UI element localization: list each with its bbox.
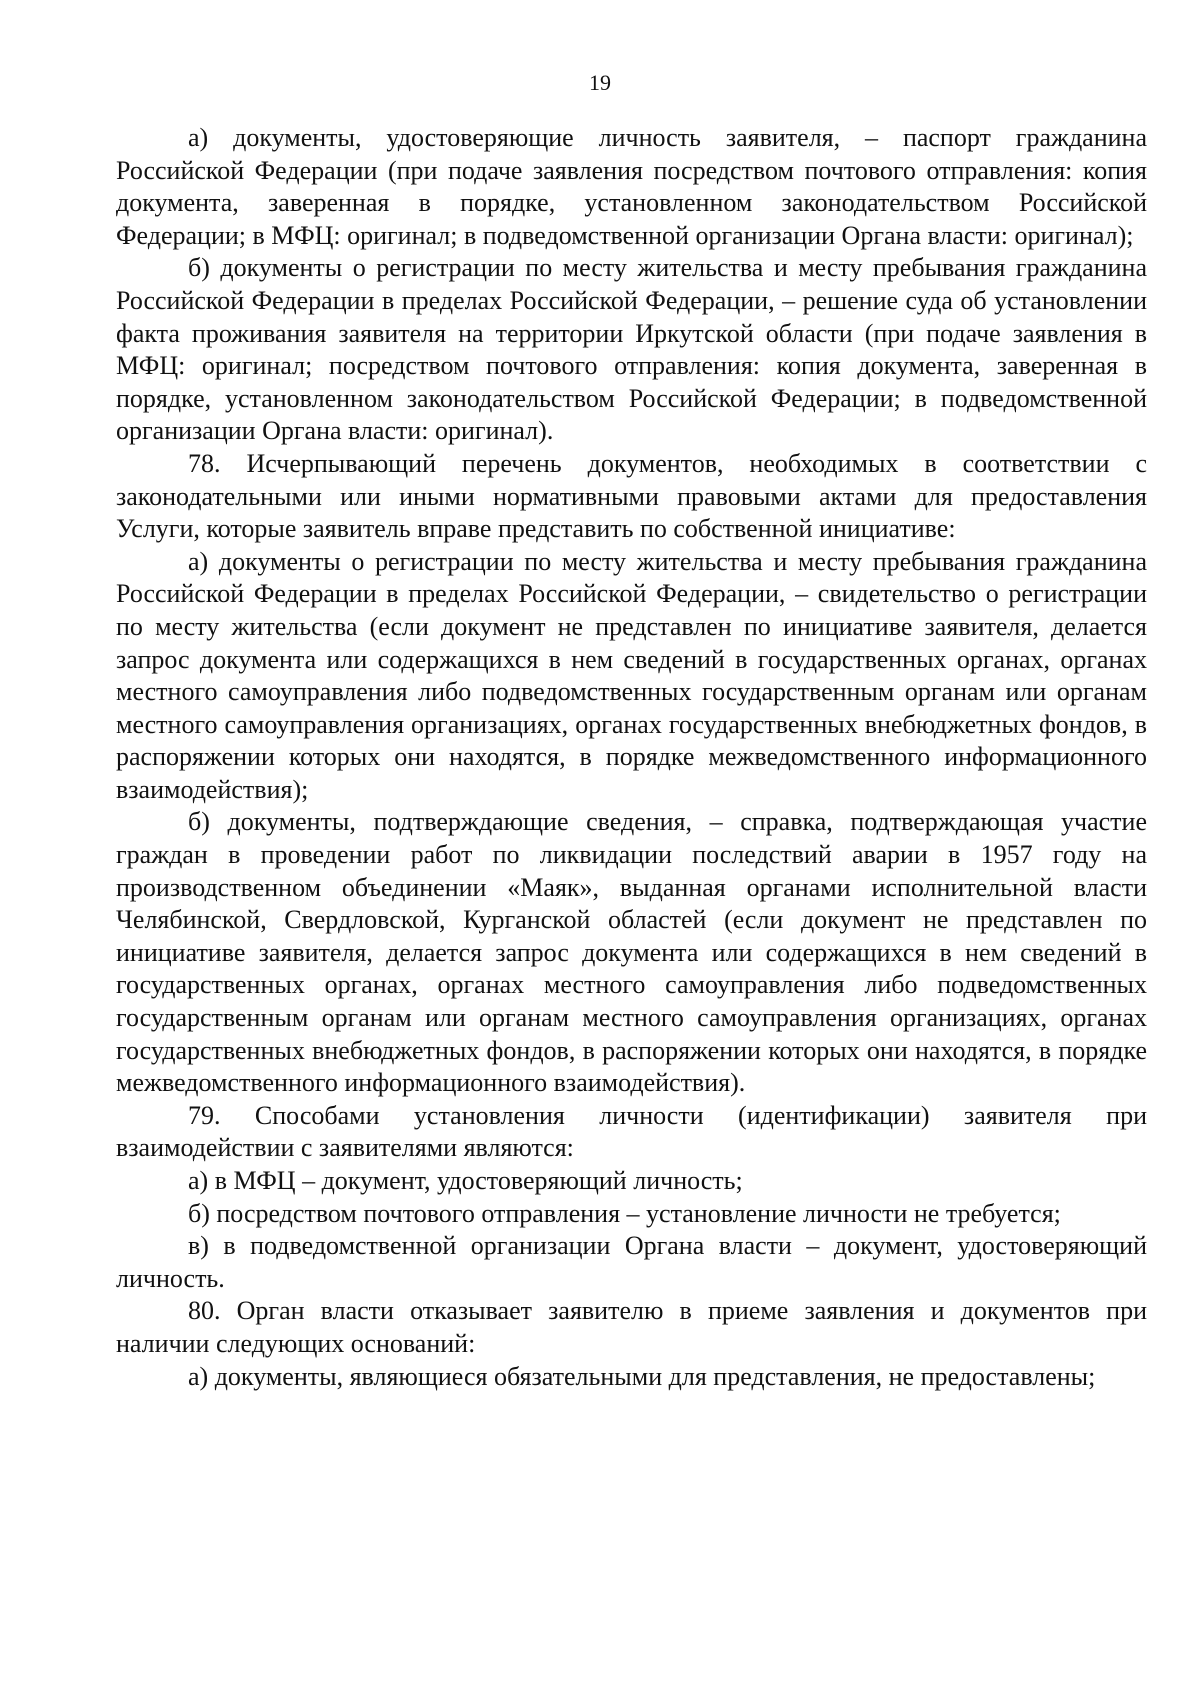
paragraph-registration-documents: б) документы о регистрации по месту жительства и месту пребывания гражданина Российской Федерации в пределах Российской Федерации, – решение суда об установлении факта проживания заявителя на территории Иркутской области (при подаче заявления в МФЦ: оригинал; посредством почтового отправления: копия документа, заверенная в порядке, установленном законодательством Российской Федерации; в подведомственной организации Органа власти: оригинал). [116,253,1147,446]
paragraph-item-80: 80. Орган власти отказывает заявителю в приеме заявления и документов при наличии следующих оснований: [116,1296,1147,1358]
paragraph-80-a: а) документы, являющиеся обязательными для представления, не предоставлены; [188,1361,1096,1391]
paragraph-79-a: а) в МФЦ – документ, удостоверяющий личность; [188,1166,743,1195]
paragraph-identity-documents: а) документы, удостоверяющие личность заявителя, – паспорт гражданина Российской Федерации (при подаче заявления посредством почтового отправления: копия документа, заверенная в порядке, установленном законодательством Российской Федерации; в МФЦ: оригинал; в подведомственной организации Органа власти: оригинал); [116,123,1147,250]
paragraph-79-c: в) в подведомственной организации Органа власти – документ, удостоверяющий личность. [116,1231,1147,1293]
page-number: 19 [589,70,611,95]
paragraph-item-78: 78. Исчерпывающий перечень документов, необходимых в соответствии с законодательными или иными нормативными правовыми актами для предоставления Услуги, которые заявитель вправе представить по собственной инициативе: [116,448,1147,544]
paragraph-item-79: 79. Способами установления личности (идентификации) заявителя при взаимодействии с заявителями являются: [116,1100,1147,1163]
document-body [116,122,1147,1393]
paragraph-78-a: а) документы о регистрации по месту жительства и месту пребывания гражданина Российской Федерации в пределах Российской Федерации, – свидетельство о регистрации по месту жительства (если документ не представлен по инициативе заявителя, делается запрос документа или содержащихся в нем сведений в государственных органах, органах местного самоуправления либо подведомственных государственным органам или органам местного самоуправления организациях, органах государственных внебюджетных фондов, в распоряжении которых они находятся, в порядке межведомственного информационного взаимодействия); [116,546,1147,804]
paragraph-79-b: б) посредством почтового отправления – установление личности не требуется; [188,1198,1061,1228]
paragraph-78-b: б) документы, подтверждающие сведения, – справка, подтверждающая участие граждан в проведении работ по ликвидации последствий аварии в 1957 году на производственном объединении «Маяк», выданная органами исполнительной власти Челябинской, Свердловской, Курганской областей (если документ не представлен по инициативе заявителя, делается запрос документа или содержащихся в нем сведений в государственных органах, органах местного самоуправления либо подведомственных государственным органам или органам местного самоуправления организациях, органах государственных внебюджетных фондов, в распоряжении которых они находятся, в порядке межведомственного информационного взаимодействия). [116,807,1147,1098]
